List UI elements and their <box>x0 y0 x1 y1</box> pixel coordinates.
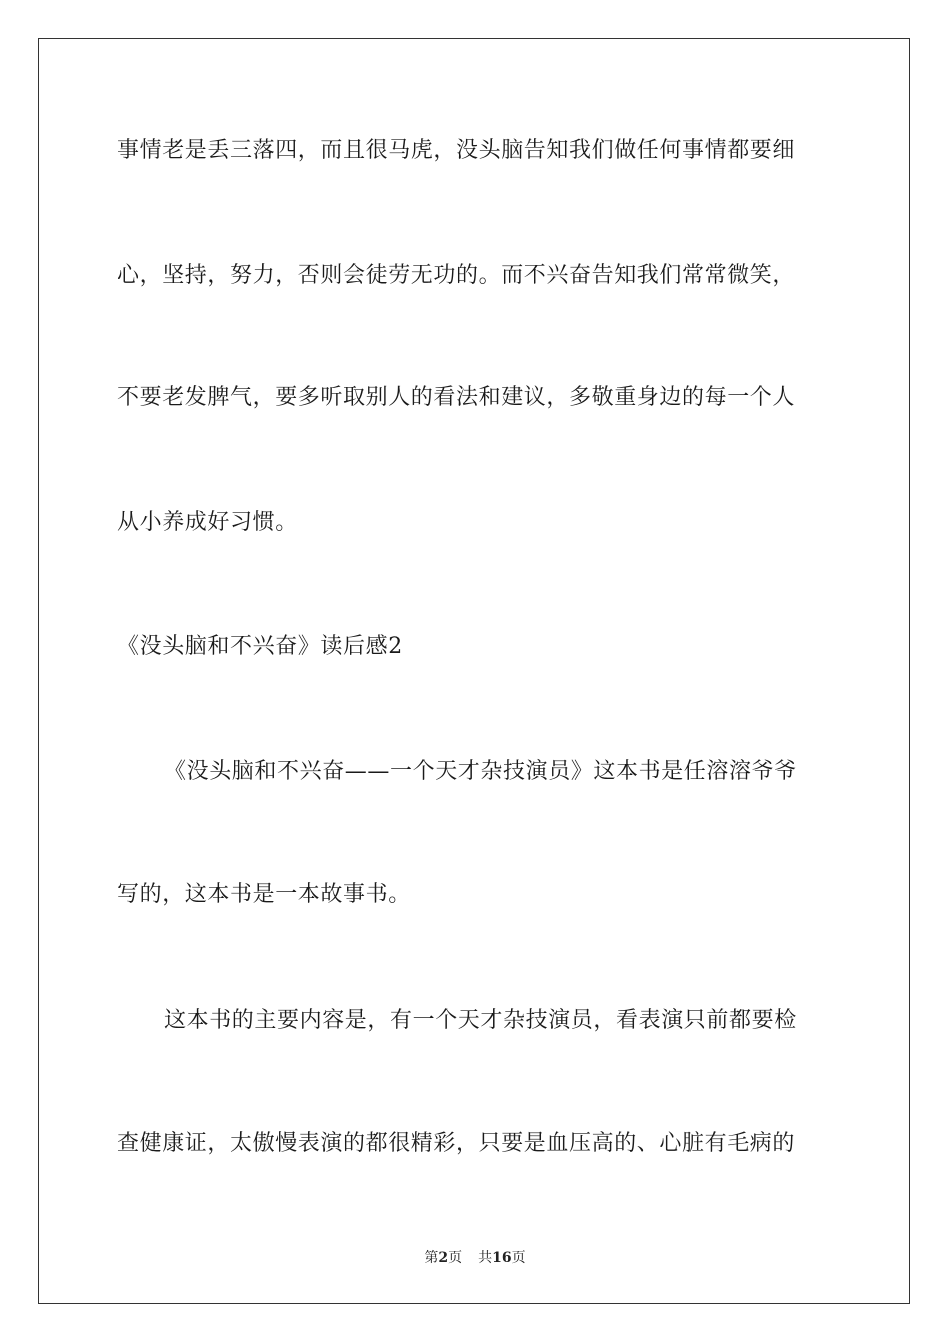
body-line-4: 从小养成好习惯。 <box>117 510 298 535</box>
body-line-1: 事情老是丢三落四，而且很马虎，没头脑告知我们做任何事情都要细 <box>117 138 796 163</box>
body-line-2: 心，坚持，努力，否则会徒劳无功的。而不兴奋告知我们常常微笑， <box>117 263 796 288</box>
body-line-3: 不要老发脾气，要多听取别人的看法和建议，多敬重身边的每一个人 <box>117 385 796 410</box>
section-heading: 《没头脑和不兴奋》读后感2 <box>117 634 403 659</box>
total-prefix: 共 <box>478 1250 493 1266</box>
page-border <box>38 38 910 1304</box>
page-total: 16 <box>492 1250 512 1266</box>
body-line-7: 写的，这本书是一本故事书。 <box>117 882 411 907</box>
total-suffix: 页 <box>511 1250 526 1266</box>
page-prefix: 第 <box>424 1250 439 1266</box>
page-suffix: 页 <box>448 1250 463 1266</box>
page-current: 2 <box>438 1250 449 1266</box>
page-footer <box>0 1248 950 1268</box>
body-line-8: 这本书的主要内容是，有一个天才杂技演员，看表演只前都要检 <box>164 1008 797 1033</box>
body-line-9: 查健康证，太傲慢表演的都很精彩，只要是血压高的、心脏有毛病的 <box>117 1131 796 1156</box>
body-line-6: 《没头脑和不兴奋——一个天才杂技演员》这本书是任溶溶爷爷 <box>164 759 797 784</box>
